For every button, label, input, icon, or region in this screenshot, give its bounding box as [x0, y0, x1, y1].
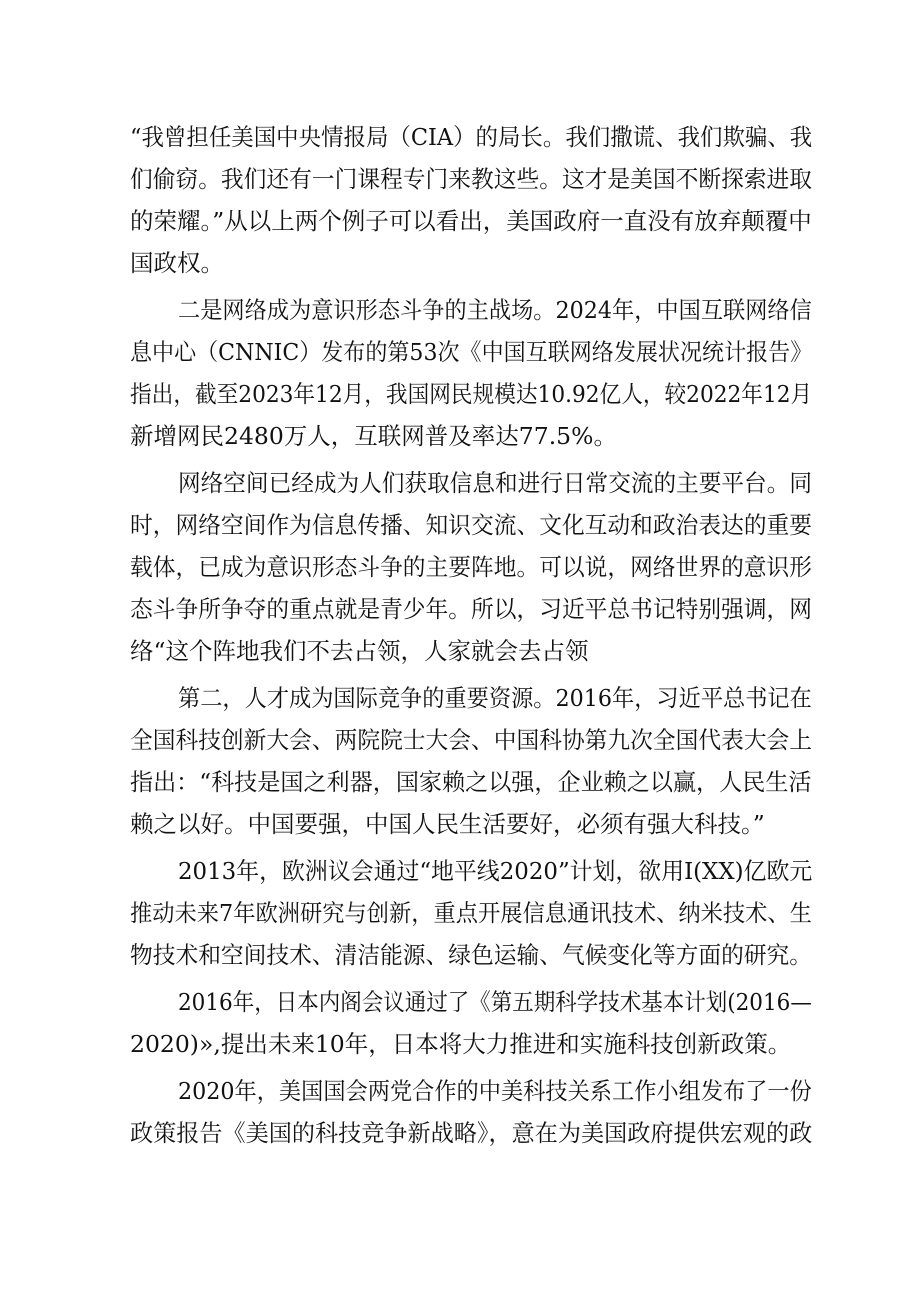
- text-line-18: 2013年，欧洲议会通过“地平线2020”计划，欲用I(XX)亿欧元: [178, 857, 813, 885]
- text-line-3: 的荣耀。”从以上两个例子可以看出，美国政府一直没有放弃颠覆中: [130, 207, 812, 235]
- text-line-20: 物技术和空间技术、清洁能源、绿色运输、气候变化等方面的研究。: [130, 941, 813, 969]
- text-line-16: 指出：“科技是国之利器，国家赖之以强，企业赖之以赢，人民生活: [130, 768, 812, 796]
- text-line-4: 国政权。: [130, 249, 224, 277]
- text-line-19: 推动未来7年欧洲研究与创新，重点开展信息通讯技术、纳米技术、生: [130, 899, 812, 927]
- text-line-8: 新增网民2480万人，互联网普及率达77.5%。: [130, 422, 617, 450]
- text-line-22: 2020)»,提出未来10年，日本将大力推进和实施科技创新政策。: [130, 1030, 792, 1058]
- text-line-10: 时，网络空间作为信息传播、知识交流、文化互动和政治表达的重要: [130, 511, 813, 539]
- text-line-1: “我曾担任美国中央情报局（CIA）的局长。我们撒谎、我们欺骗、我: [130, 123, 813, 151]
- text-line-12: 态斗争所争夺的重点就是青少年。所以，习近平总书记特别强调，网: [130, 595, 813, 623]
- text-line-23: 2020年，美国国会两党合作的中美科技关系工作小组发布了一份: [178, 1077, 812, 1105]
- text-line-5: 二是网络成为意识形态斗争的主战场。2024年，中国互联网络信: [178, 296, 812, 324]
- text-line-24: 政策报告《美国的科技竞争新战略》，意在为美国政府提供宏观的政: [130, 1119, 813, 1147]
- text-line-9: 网络空间已经成为人们获取信息和进行日常交流的主要平台。同: [178, 469, 812, 497]
- text-line-13: 络“这个阵地我们不去占领，人家就会去占领: [130, 637, 589, 665]
- text-line-11: 载体，已成为意识形态斗争的主要阵地。可以说，网络世界的意识形: [130, 553, 813, 581]
- text-line-15: 全国科技创新大会、两院院士大会、中国科协第九次全国代表大会上: [130, 726, 813, 754]
- text-line-14: 第二，人才成为国际竞争的重要资源。2016年，习近平总书记在: [178, 684, 812, 712]
- text-line-7: 指出，截至2023年12月，我国网民规模达10.92亿人，较2022年12月: [130, 380, 813, 408]
- text-line-17: 赖之以好。中国要强，中国人民生活要好，必须有强大科技。”: [130, 810, 765, 838]
- text-line-6: 息中心（CNNIC）发布的第53次《中国互联网络发展状况统计报告》: [130, 338, 813, 366]
- text-line-21: 2016年，日本内阁会议通过了《第五期科学技术基本计划(2016—: [178, 988, 812, 1016]
- text-line-2: 们偷窃。我们还有一门课程专门来教这些。这才是美国不断探索进取: [130, 165, 813, 193]
